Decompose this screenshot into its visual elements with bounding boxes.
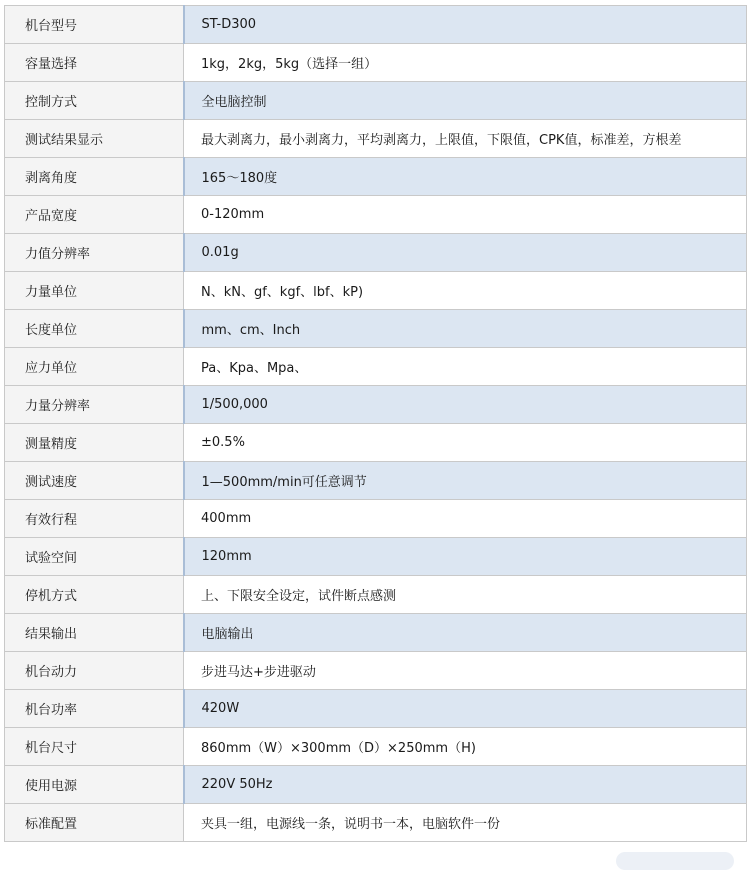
table-row (5, 766, 747, 804)
table-row (5, 500, 747, 538)
spec-label: 控制方式 (5, 82, 184, 120)
spec-value: 电脑输出 (184, 614, 747, 652)
table-row (5, 424, 747, 462)
table-row (5, 576, 747, 614)
table-row (5, 44, 747, 82)
spec-value: 夹具一组，电源线一条，说明书一本，电脑软件一份 (184, 804, 747, 842)
spec-value: 860mm（W）×300mm（D）×250mm（H) (184, 728, 747, 766)
table-row (5, 82, 747, 120)
spec-value: 0.01g (184, 234, 747, 272)
spec-label: 测试速度 (5, 462, 184, 500)
spec-value: 165～180度 (184, 158, 747, 196)
spec-label: 长度单位 (5, 310, 184, 348)
spec-label: 剥离角度 (5, 158, 184, 196)
spec-value: 220V 50Hz (184, 766, 747, 804)
spec-value: 全电脑控制 (184, 82, 747, 120)
table-row (5, 6, 747, 44)
spec-value: Pa、Kpa、Mpa、 (184, 348, 747, 386)
table-row (5, 614, 747, 652)
spec-table (4, 5, 747, 842)
spec-value: 400mm (184, 500, 747, 538)
spec-value: ST-D300 (184, 6, 747, 44)
spec-value: 420W (184, 690, 747, 728)
spec-value: 步进马达+步进驱动 (184, 652, 747, 690)
table-row (5, 690, 747, 728)
spec-value: 0-120mm (184, 196, 747, 234)
table-row (5, 120, 747, 158)
spec-label: 力量单位 (5, 272, 184, 310)
spec-label: 应力单位 (5, 348, 184, 386)
spec-value: 最大剥离力，最小剥离力，平均剥离力，上限值，下限值，CPK值，标准差，方根差 (184, 120, 747, 158)
table-row (5, 158, 747, 196)
spec-label: 产品宽度 (5, 196, 184, 234)
table-row (5, 462, 747, 500)
spec-value: 1—500mm/min可任意调节 (184, 462, 747, 500)
table-row (5, 196, 747, 234)
spec-table-body (5, 6, 747, 842)
spec-value: N、kN、gf、kgf、lbf、kP) (184, 272, 747, 310)
spec-value: 1kg，2kg，5kg（选择一组） (184, 44, 747, 82)
spec-label: 机台功率 (5, 690, 184, 728)
spec-label: 力值分辨率 (5, 234, 184, 272)
table-row (5, 538, 747, 576)
spec-label: 机台尺寸 (5, 728, 184, 766)
spec-value: 120mm (184, 538, 747, 576)
spec-value: mm、cm、Inch (184, 310, 747, 348)
spec-label: 测试结果显示 (5, 120, 184, 158)
spec-label: 力量分辨率 (5, 386, 184, 424)
spec-label: 机台型号 (5, 6, 184, 44)
spec-label: 停机方式 (5, 576, 184, 614)
spec-value: 上、下限安全设定，试件断点感测 (184, 576, 747, 614)
table-row (5, 728, 747, 766)
spec-label: 有效行程 (5, 500, 184, 538)
spec-label: 容量选择 (5, 44, 184, 82)
table-row (5, 348, 747, 386)
spec-label: 结果输出 (5, 614, 184, 652)
spec-value: ±0.5% (184, 424, 747, 462)
spec-label: 标准配置 (5, 804, 184, 842)
spec-label: 试验空间 (5, 538, 184, 576)
table-row (5, 652, 747, 690)
table-row (5, 310, 747, 348)
table-row (5, 804, 747, 842)
table-row (5, 386, 747, 424)
spec-value: 1/500,000 (184, 386, 747, 424)
watermark-logo (616, 852, 734, 870)
spec-label: 测量精度 (5, 424, 184, 462)
spec-label: 机台动力 (5, 652, 184, 690)
table-row (5, 234, 747, 272)
table-row (5, 272, 747, 310)
spec-label: 使用电源 (5, 766, 184, 804)
